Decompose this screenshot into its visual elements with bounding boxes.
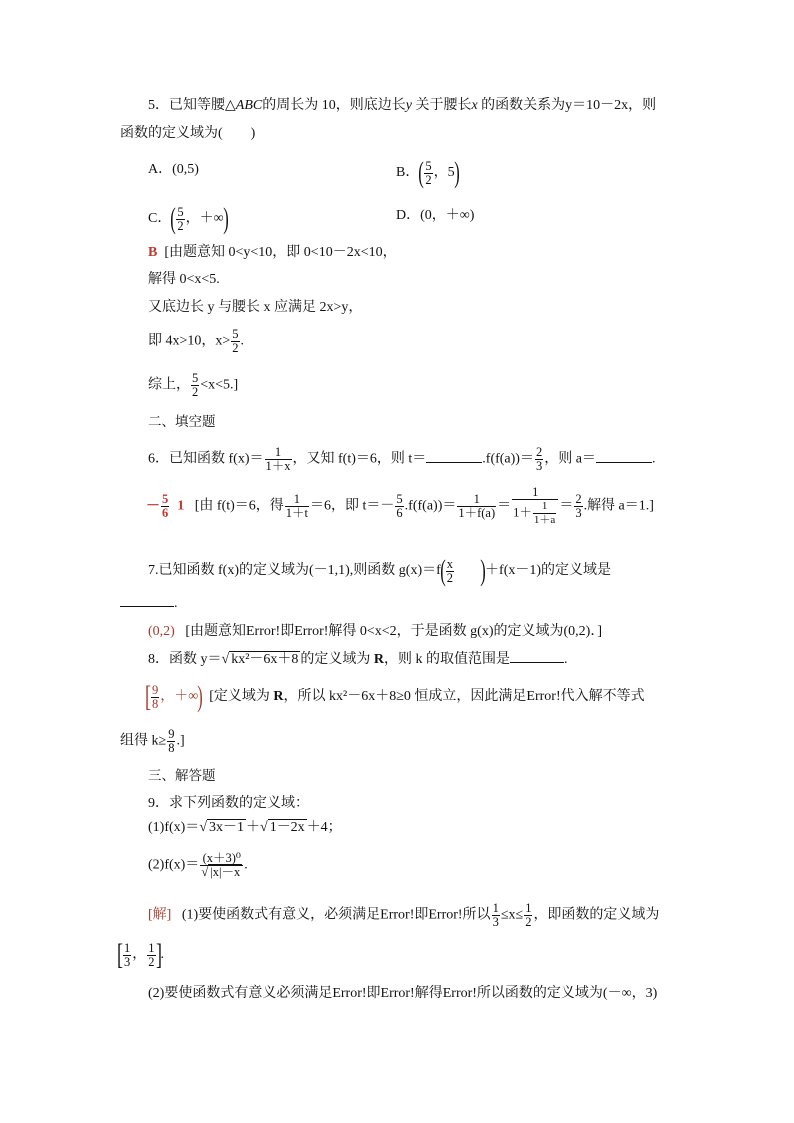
- q5-explanation-5: 综上， $\frac{5}{2}$ <x<5.]: [148, 371, 239, 399]
- q5-explanation-3: 又底边长 y 与腰长 x 应满足 2x>y，: [148, 300, 363, 315]
- q5-explanation-2: 解得 0<x<5.: [148, 272, 220, 287]
- section-fill-in-heading: 二、填空题: [148, 414, 216, 430]
- q6-answer-1: － $\frac{5}{6}$: [146, 492, 169, 520]
- q9-solution-2: (2)要使函数式有意义必须满足Error!即Error!解得Error!所以函数的定义域为(－∞，3): [148, 986, 658, 1001]
- q8-answer: [ $\frac{9}{8}$ ，＋∞): [145, 680, 203, 713]
- q5-answer: B: [148, 245, 158, 260]
- q8-stem: 8．函数 y＝√ kx²－6x＋8 的定义域为 R，则 k 的取值范围是 .: [148, 648, 568, 670]
- q5-option-d: D．(0，＋∞): [396, 208, 475, 223]
- q8-explanation-2: 组得 k≥ $\frac{9}{8}$ .]: [120, 727, 185, 755]
- q5-stem-line2: 函数的定义域为( ): [120, 126, 256, 141]
- q9-part2: (2)f(x)＝ $\frac{\text{(x＋3)⁰}}{√ |x|-x}$ .: [148, 851, 248, 879]
- q5-stem-line1: 5．已知等腰△ABC的周长为 10，则底边长y 关于腰长x 的函数关系为y＝10－2x，则: [148, 98, 657, 113]
- q9-solution-tag: [解]: [148, 907, 172, 923]
- q6-answer-line: － $\frac{5}{6}$ 1 [由 f(t)＝6，得 $\frac{1}{1+t}$ ＝6，即 t＝－ $\frac{5}{6}$ .f(f(a))＝ $\frac{1}{1+f(a)}$ ＝ 1 1＋ $\frac{1}{1+a}$ ＝ $\frac{2}{3}$ .解得 a＝1.]: [146, 485, 654, 526]
- q9-stem: 9．求下列函数的定义域：: [148, 796, 309, 811]
- q9-solution-1: [解] (1)要使函数式有意义，必须满足Error!即Error!所以 $\frac{1}{3}$ ≤x≤ $\frac{1}{2}$ ，即函数的定义域为: [148, 901, 660, 929]
- q7-stem: 7.已知函数 f(x)的定义域为(－1,1),则函数 g(x)＝f( $\frac{x}{2}$ )＋f(x－1)的定义域是: [148, 554, 612, 587]
- q6-stem: 6．已知函数 f(x)＝ $\frac{1}{1+x}$ ，又知 f(t)＝6，则 t＝ .f(f(a))＝ $\frac{2}{3}$ ，则 a＝ .: [148, 445, 656, 473]
- q5-option-c: C．( $\frac{5}{2}$ ，＋∞): [148, 202, 229, 235]
- section-solution-heading: 三、解答题: [148, 768, 216, 784]
- q7-blank-line: .: [120, 592, 178, 614]
- q8-answer-line: [ $\frac{9}{8}$ ，＋∞) [定义域为 R，所以 kx²－6x＋8≥0 恒成立，因此满足Error!代入解不等式: [145, 680, 645, 713]
- q5-option-a: A．(0,5): [148, 162, 199, 177]
- q7-answer-line: (0,2) [由题意知Error!即Error!解得 0<x<2，于是函数 g(x)的定义域为(0,2)．]: [148, 624, 602, 639]
- q6-answer-2: 1: [177, 498, 185, 514]
- q5-option-b: B．( $\frac{5}{2}$ ，5): [396, 156, 460, 189]
- q5-formula: y＝10－2x: [565, 98, 629, 113]
- q9-part1: (1)f(x)＝√ 3x－1 ＋√ 1－2x ＋4；: [148, 820, 342, 835]
- q7-answer: (0,2): [148, 624, 175, 639]
- q5-explanation-4: 即 4x>10，x> $\frac{5}{2}$ .: [148, 327, 245, 355]
- q9-solution-1-range: [ $\frac{1}{3}$ ， $\frac{1}{2}$ ].: [117, 938, 164, 971]
- q5-answer-line: B [由题意知 0<y<10，即 0<10－2x<10，: [148, 245, 397, 260]
